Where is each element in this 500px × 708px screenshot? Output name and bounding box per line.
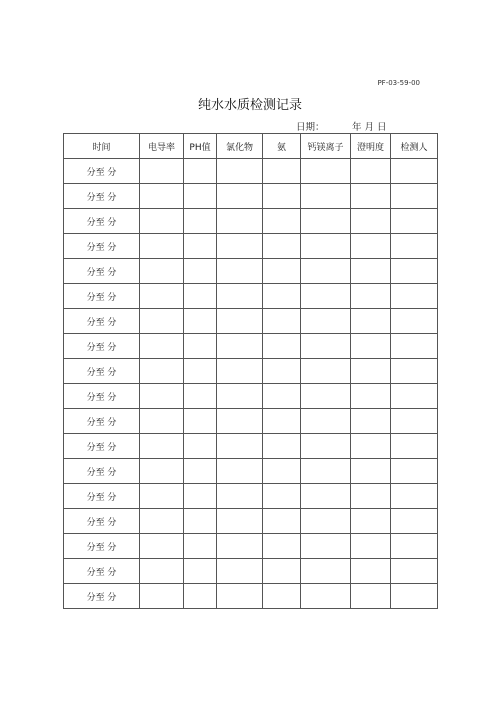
cell-clarity[interactable] <box>351 334 391 359</box>
cell-time: 分至 分 <box>64 209 140 234</box>
cell-ph[interactable] <box>184 359 217 384</box>
cell-ammonia[interactable] <box>263 584 301 609</box>
cell-inspector[interactable] <box>391 559 438 584</box>
cell-time: 分至 分 <box>64 334 140 359</box>
cell-ammonia[interactable] <box>263 284 301 309</box>
table-row <box>64 409 438 434</box>
cell-ammonia[interactable] <box>263 209 301 234</box>
cell-conductivity[interactable] <box>140 384 184 409</box>
cell-clarity[interactable] <box>351 184 391 209</box>
cell-ammonia[interactable] <box>263 459 301 484</box>
cell-ph[interactable] <box>184 284 217 309</box>
cell-time: 分至 分 <box>64 359 140 384</box>
cell-chloride[interactable] <box>217 409 263 434</box>
cell-ph[interactable] <box>184 184 217 209</box>
cell-conductivity[interactable] <box>140 334 184 359</box>
cell-time: 分至 分 <box>64 159 140 184</box>
cell-ph[interactable] <box>184 159 217 184</box>
cell-conductivity[interactable] <box>140 234 184 259</box>
table-row <box>64 309 438 334</box>
column-header-chloride: 氯化物 <box>217 134 263 159</box>
cell-ph[interactable] <box>184 409 217 434</box>
cell-inspector[interactable] <box>391 259 438 284</box>
cell-time: 分至 分 <box>64 459 140 484</box>
cell-calcium-magnesium[interactable] <box>301 234 351 259</box>
cell-time: 分至 分 <box>64 309 140 334</box>
cell-ph[interactable] <box>184 384 217 409</box>
column-header-inspector: 检测人 <box>391 134 438 159</box>
cell-calcium-magnesium[interactable] <box>301 209 351 234</box>
cell-chloride[interactable] <box>217 559 263 584</box>
cell-ammonia[interactable] <box>263 534 301 559</box>
cell-clarity[interactable] <box>351 384 391 409</box>
cell-clarity[interactable] <box>351 234 391 259</box>
cell-conductivity[interactable] <box>140 509 184 534</box>
cell-chloride[interactable] <box>217 284 263 309</box>
cell-conductivity[interactable] <box>140 159 184 184</box>
table-row <box>64 484 438 509</box>
cell-ammonia[interactable] <box>263 159 301 184</box>
cell-conductivity[interactable] <box>140 409 184 434</box>
cell-conductivity[interactable] <box>140 209 184 234</box>
cell-conductivity[interactable] <box>140 184 184 209</box>
cell-inspector[interactable] <box>391 509 438 534</box>
cell-ammonia[interactable] <box>263 384 301 409</box>
cell-ph[interactable] <box>184 584 217 609</box>
cell-clarity[interactable] <box>351 484 391 509</box>
cell-chloride[interactable] <box>217 384 263 409</box>
cell-inspector[interactable] <box>391 334 438 359</box>
cell-clarity[interactable] <box>351 259 391 284</box>
cell-ph[interactable] <box>184 309 217 334</box>
cell-inspector[interactable] <box>391 284 438 309</box>
cell-inspector[interactable] <box>391 584 438 609</box>
cell-chloride[interactable] <box>217 359 263 384</box>
cell-ammonia[interactable] <box>263 484 301 509</box>
cell-conductivity[interactable] <box>140 559 184 584</box>
cell-inspector[interactable] <box>391 384 438 409</box>
cell-calcium-magnesium[interactable] <box>301 284 351 309</box>
table-row <box>64 509 438 534</box>
cell-conductivity[interactable] <box>140 309 184 334</box>
cell-ammonia[interactable] <box>263 409 301 434</box>
cell-time: 分至 分 <box>64 509 140 534</box>
cell-conductivity[interactable] <box>140 484 184 509</box>
cell-clarity[interactable] <box>351 409 391 434</box>
cell-chloride[interactable] <box>217 309 263 334</box>
cell-ammonia[interactable] <box>263 559 301 584</box>
cell-ammonia[interactable] <box>263 434 301 459</box>
cell-time: 分至 分 <box>64 284 140 309</box>
cell-conductivity[interactable] <box>140 584 184 609</box>
cell-ph[interactable] <box>184 209 217 234</box>
table-row <box>64 559 438 584</box>
cell-clarity[interactable] <box>351 309 391 334</box>
cell-inspector[interactable] <box>391 234 438 259</box>
cell-inspector[interactable] <box>391 409 438 434</box>
cell-conductivity[interactable] <box>140 284 184 309</box>
table-body <box>64 159 438 609</box>
table-row <box>64 209 438 234</box>
cell-clarity[interactable] <box>351 559 391 584</box>
column-header-ammonia: 氨 <box>263 134 301 159</box>
cell-ph[interactable] <box>184 484 217 509</box>
cell-clarity[interactable] <box>351 284 391 309</box>
cell-calcium-magnesium[interactable] <box>301 159 351 184</box>
cell-conductivity[interactable] <box>140 534 184 559</box>
cell-calcium-magnesium[interactable] <box>301 584 351 609</box>
date-value: 年 月 日 <box>352 122 387 133</box>
cell-time: 分至 分 <box>64 184 140 209</box>
cell-calcium-magnesium[interactable] <box>301 334 351 359</box>
cell-calcium-magnesium[interactable] <box>301 534 351 559</box>
cell-ammonia[interactable] <box>263 234 301 259</box>
cell-inspector[interactable] <box>391 309 438 334</box>
cell-time: 分至 分 <box>64 234 140 259</box>
cell-clarity[interactable] <box>351 359 391 384</box>
cell-conductivity[interactable] <box>140 459 184 484</box>
header-row <box>64 134 438 159</box>
cell-chloride[interactable] <box>217 509 263 534</box>
column-header-clarity: 澄明度 <box>351 134 391 159</box>
cell-calcium-magnesium[interactable] <box>301 359 351 384</box>
cell-chloride[interactable] <box>217 209 263 234</box>
cell-ph[interactable] <box>184 434 217 459</box>
cell-ammonia[interactable] <box>263 359 301 384</box>
cell-time: 分至 分 <box>64 384 140 409</box>
cell-clarity[interactable] <box>351 584 391 609</box>
table-row <box>64 384 438 409</box>
cell-conductivity[interactable] <box>140 434 184 459</box>
column-header-ph: PH值 <box>184 134 217 159</box>
cell-ph[interactable] <box>184 534 217 559</box>
table-row <box>64 234 438 259</box>
cell-chloride[interactable] <box>217 434 263 459</box>
cell-clarity[interactable] <box>351 209 391 234</box>
cell-inspector[interactable] <box>391 184 438 209</box>
cell-chloride[interactable] <box>217 584 263 609</box>
cell-ph[interactable] <box>184 459 217 484</box>
cell-ph[interactable] <box>184 334 217 359</box>
cell-clarity[interactable] <box>351 534 391 559</box>
cell-time: 分至 分 <box>64 584 140 609</box>
table-row <box>64 534 438 559</box>
cell-ph[interactable] <box>184 509 217 534</box>
cell-chloride[interactable] <box>217 159 263 184</box>
cell-calcium-magnesium[interactable] <box>301 309 351 334</box>
cell-ph[interactable] <box>184 259 217 284</box>
cell-clarity[interactable] <box>351 509 391 534</box>
cell-chloride[interactable] <box>217 234 263 259</box>
cell-chloride[interactable] <box>217 334 263 359</box>
column-header-conductivity: 电导率 <box>140 134 184 159</box>
cell-chloride[interactable] <box>217 459 263 484</box>
cell-inspector[interactable] <box>391 459 438 484</box>
cell-ammonia[interactable] <box>263 309 301 334</box>
cell-time: 分至 分 <box>64 259 140 284</box>
cell-ammonia[interactable] <box>263 259 301 284</box>
table-row <box>64 159 438 184</box>
table-row <box>64 184 438 209</box>
cell-inspector[interactable] <box>391 534 438 559</box>
cell-calcium-magnesium[interactable] <box>301 184 351 209</box>
cell-clarity[interactable] <box>351 159 391 184</box>
cell-chloride[interactable] <box>217 534 263 559</box>
table-row <box>64 284 438 309</box>
cell-calcium-magnesium[interactable] <box>301 559 351 584</box>
cell-inspector[interactable] <box>391 484 438 509</box>
cell-ammonia[interactable] <box>263 184 301 209</box>
table-row <box>64 334 438 359</box>
cell-chloride[interactable] <box>217 484 263 509</box>
cell-inspector[interactable] <box>391 434 438 459</box>
cell-time: 分至 分 <box>64 434 140 459</box>
cell-calcium-magnesium[interactable] <box>301 509 351 534</box>
table-row <box>64 459 438 484</box>
cell-inspector[interactable] <box>391 159 438 184</box>
cell-time: 分至 分 <box>64 484 140 509</box>
cell-conductivity[interactable] <box>140 259 184 284</box>
cell-ammonia[interactable] <box>263 509 301 534</box>
document-code: PF-03-59-00 <box>377 79 420 87</box>
cell-ph[interactable] <box>184 234 217 259</box>
date-label: 日期： <box>296 122 325 133</box>
table-row <box>64 259 438 284</box>
cell-inspector[interactable] <box>391 359 438 384</box>
cell-ammonia[interactable] <box>263 334 301 359</box>
table-row <box>64 434 438 459</box>
table-row <box>64 584 438 609</box>
record-table <box>63 133 438 609</box>
cell-time: 分至 分 <box>64 534 140 559</box>
cell-calcium-magnesium[interactable] <box>301 434 351 459</box>
cell-calcium-magnesium[interactable] <box>301 409 351 434</box>
cell-calcium-magnesium[interactable] <box>301 384 351 409</box>
cell-chloride[interactable] <box>217 259 263 284</box>
cell-calcium-magnesium[interactable] <box>301 484 351 509</box>
cell-clarity[interactable] <box>351 459 391 484</box>
column-header-calcium-magnesium: 钙镁离子 <box>301 134 351 159</box>
column-header-time: 时间 <box>64 134 140 159</box>
cell-ph[interactable] <box>184 559 217 584</box>
cell-chloride[interactable] <box>217 184 263 209</box>
cell-calcium-magnesium[interactable] <box>301 259 351 284</box>
cell-calcium-magnesium[interactable] <box>301 459 351 484</box>
table-row <box>64 359 438 384</box>
cell-conductivity[interactable] <box>140 359 184 384</box>
cell-inspector[interactable] <box>391 209 438 234</box>
cell-time: 分至 分 <box>64 559 140 584</box>
cell-time: 分至 分 <box>64 409 140 434</box>
cell-clarity[interactable] <box>351 434 391 459</box>
page-title: 纯水水质检测记录 <box>197 98 302 113</box>
